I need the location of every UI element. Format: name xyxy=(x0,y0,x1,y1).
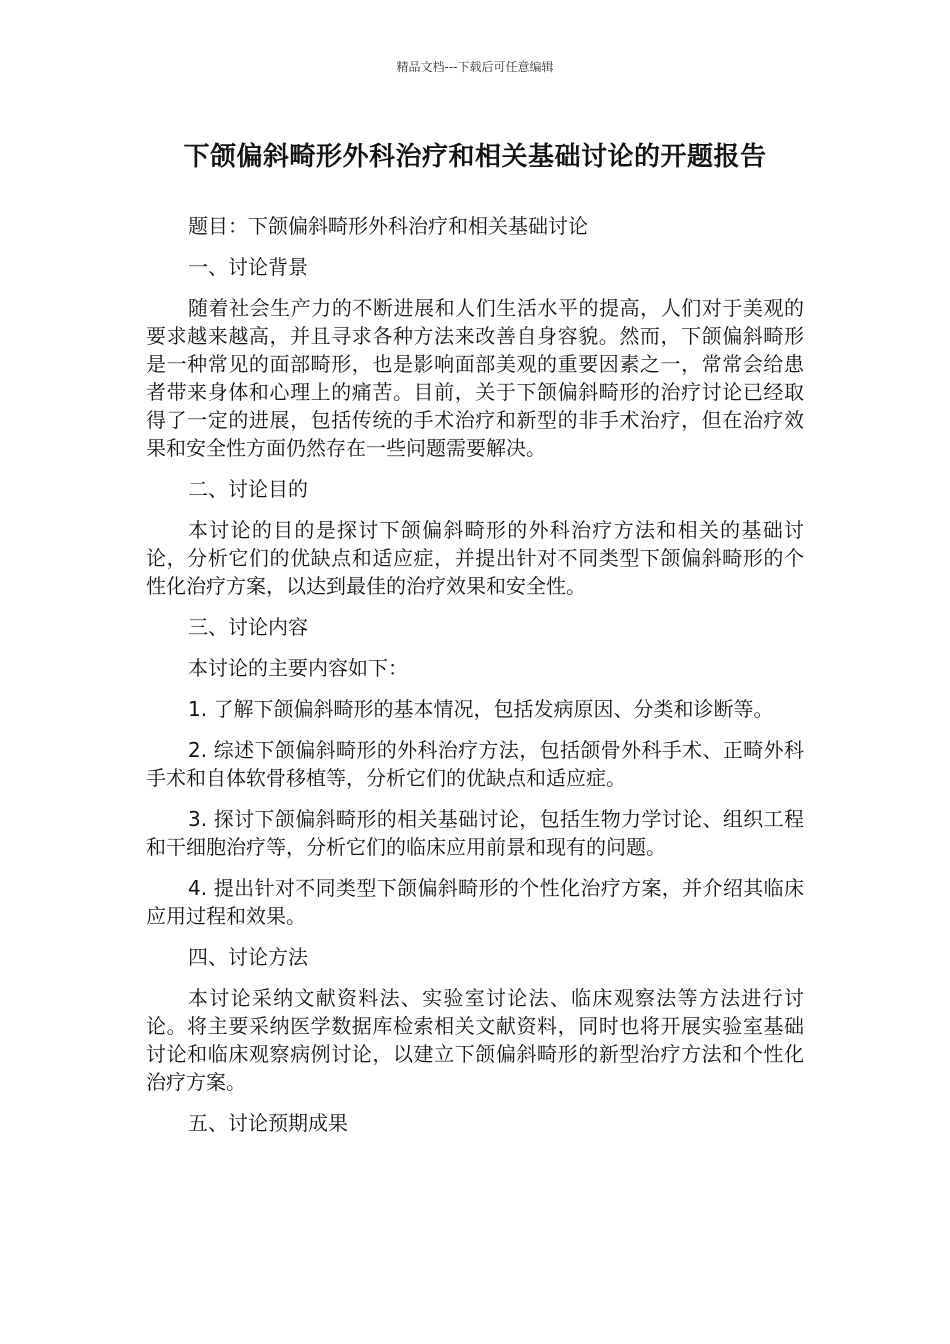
subject-line: 题目：下颌偏斜畸形外科治疗和相关基础讨论 xyxy=(188,214,588,238)
section-heading-purpose: 二、讨论目的 xyxy=(188,477,308,501)
document-body xyxy=(146,212,804,1137)
document-title: 下颌偏斜畸形外科治疗和相关基础讨论的开题报告 xyxy=(183,142,767,172)
section-heading-content: 三、讨论内容 xyxy=(188,615,308,639)
section-heading-outcomes: 五、讨论预期成果 xyxy=(188,1111,348,1135)
content-item-4: 4. 提出针对不同类型下颌偏斜畸形的个性化治疗方案，并介绍其临床应用过程和效果。 xyxy=(146,876,804,928)
purpose-paragraph: 本讨论的目的是探讨下颌偏斜畸形的外科治疗方法和相关的基础讨论，分析它们的优缺点和适应症，并提出针对不同类型下颌偏斜畸形的个性化治疗方案，以达到最佳的治疗效果和安全性。 xyxy=(146,518,804,598)
content-item-1: 1. 了解下颌偏斜畸形的基本情况，包括发病原因、分类和诊断等。 xyxy=(188,697,774,721)
content-item-2: 2. 综述下颌偏斜畸形的外科治疗方法，包括颌骨外科手术、正畸外科手术和自体软骨移植等，分析它们的优缺点和适应症。 xyxy=(146,738,804,790)
methods-paragraph: 本讨论采纳文献资料法、实验室讨论法、临床观察法等方法进行讨论。将主要采纳医学数据库检索相关文献资料，同时也将开展实验室基础讨论和临床观察病例讨论，以建立下颌偏斜畸形的新型治疗方法和个性化治疗方案。 xyxy=(146,986,804,1094)
page-header: 精品文档---下载后可任意编辑 xyxy=(396,60,554,74)
section-heading-methods: 四、讨论方法 xyxy=(188,945,308,969)
content-item-3: 3. 探讨下颌偏斜畸形的相关基础讨论，包括生物力学讨论、组织工程和干细胞治疗等，分析它们的临床应用前景和现有的问题。 xyxy=(146,807,804,859)
section-heading-background: 一、讨论背景 xyxy=(188,255,308,279)
background-paragraph: 随着社会生产力的不断进展和人们生活水平的提高，人们对于美观的要求越来越高，并且寻求各种方法来改善自身容貌。然而，下颌偏斜畸形是一种常见的面部畸形，也是影响面部美观的重要因素之一，常常会给患者带来身体和心理上的痛苦。目前，关于下颌偏斜畸形的治疗讨论已经取得了一定的进展，包括传统的手术治疗和新型的非手术治疗，但在治疗效果和安全性方面仍然存在一些问题需要解决。 xyxy=(146,296,804,460)
content-intro: 本讨论的主要内容如下： xyxy=(188,656,408,680)
